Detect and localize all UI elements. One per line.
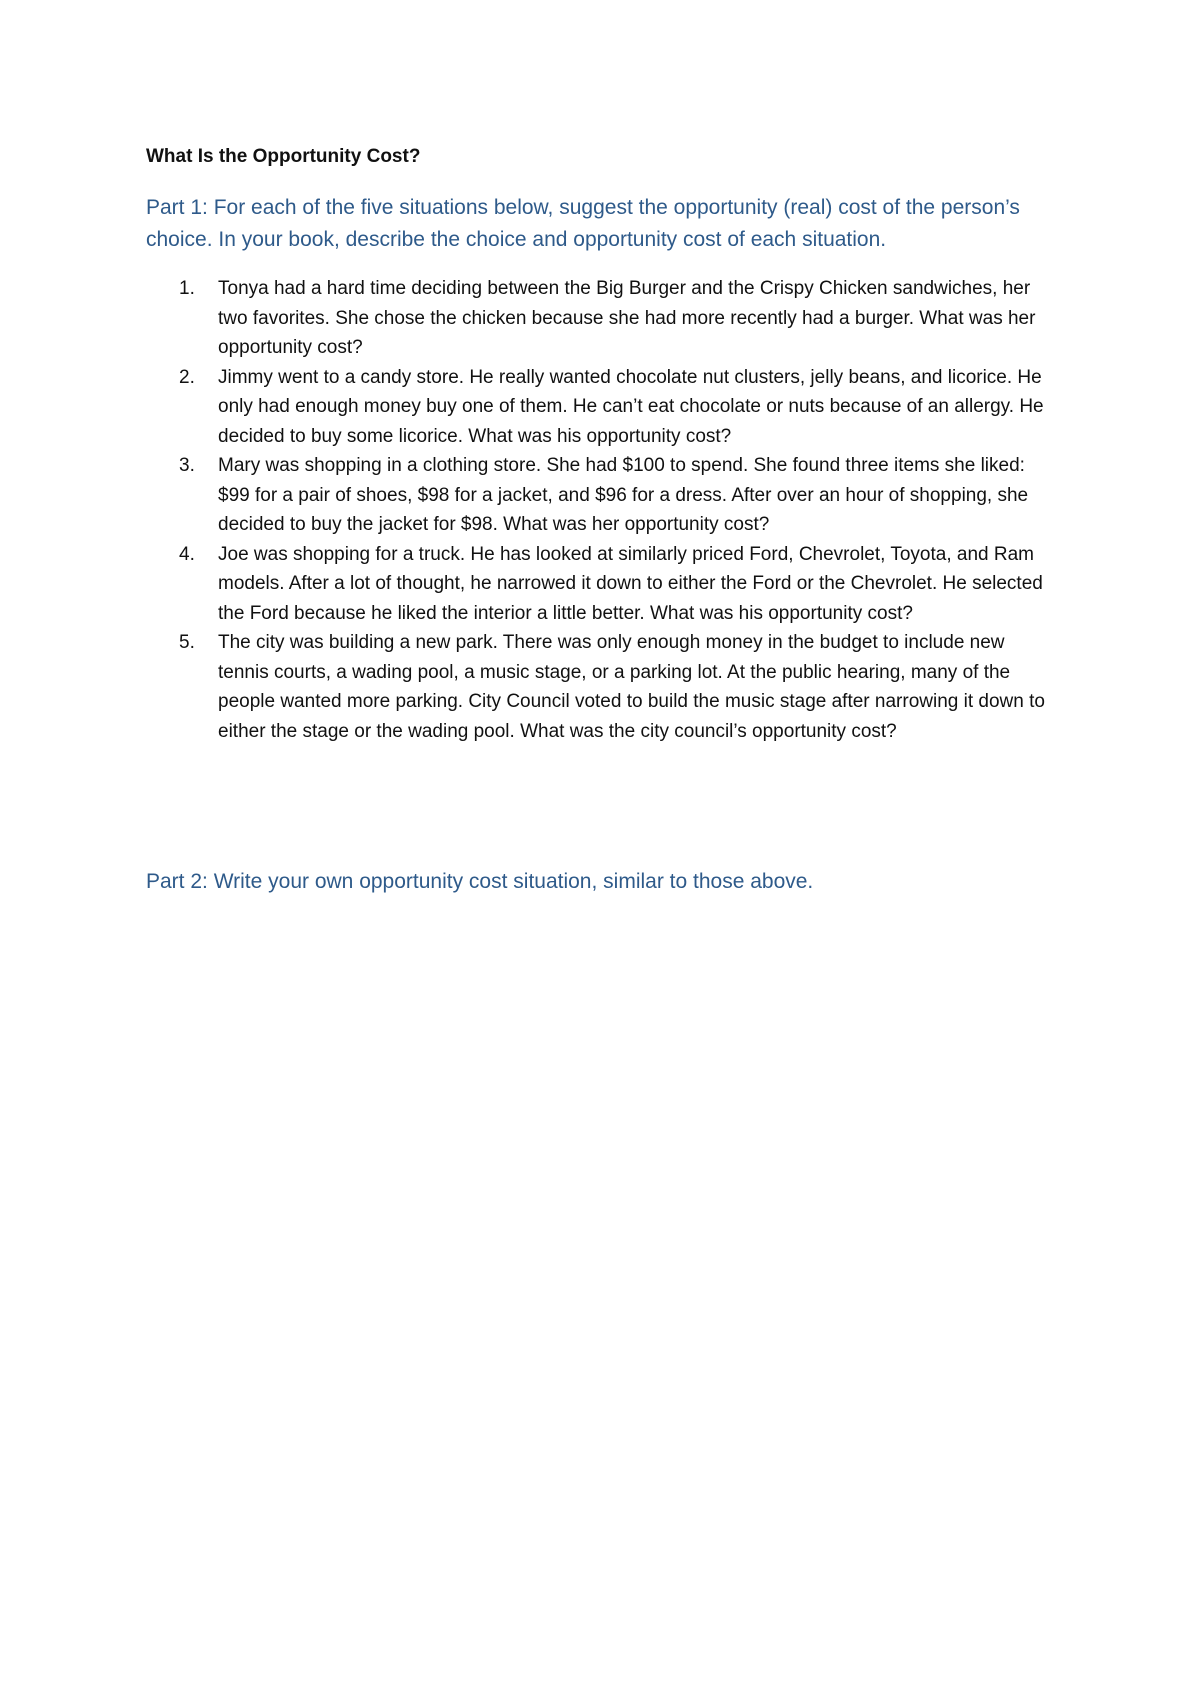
list-item bbox=[179, 628, 1058, 746]
list-item bbox=[179, 363, 1058, 452]
list-item-text: Jimmy went to a candy store. He really wanted chocolate nut clusters, jelly beans, and licorice. He only had enough money buy one of them. He can’t eat chocolate or nuts because of an allergy. He decided to buy some licorice. What was his opportunity cost? bbox=[218, 366, 1044, 447]
list-item bbox=[179, 540, 1058, 629]
list-item-number: 4. bbox=[179, 543, 195, 565]
list-item-text: The city was building a new park. There was only enough money in the budget to include new tennis courts, a wading pool, a music stage, or a parking lot. At the public hearing, many of the people wanted more parking. City Council voted to build the music stage after narrowing it down to either the stage or the wading pool. What was the city council’s opportunity cost? bbox=[218, 632, 1045, 742]
list-item-number: 1. bbox=[179, 278, 195, 299]
page-title: What Is the Opportunity Cost? bbox=[146, 146, 421, 167]
list-item-number: 5. bbox=[179, 632, 195, 653]
list-item-number: 3. bbox=[179, 455, 195, 476]
part1-instructions: Part 1: For each of the five situations below, suggest the opportunity (real) cost of the person’s choice. In your book, describe the choice and opportunity cost of each situation. bbox=[146, 196, 1020, 251]
part2-instructions: Part 2: Write your own opportunity cost situation, similar to those above. bbox=[146, 870, 814, 893]
list-item-text: Joe was shopping for a truck. He has looked at similarly priced Ford, Chevrolet, Toyota, and Ram models. After a lot of thought, he narrowed it down to either the Ford or the Chevrolet. He selected the Ford because he liked the interior a little better. What was his opportunity cost? bbox=[218, 543, 1043, 624]
list-item bbox=[179, 274, 1058, 363]
list-item-text: Tonya had a hard time deciding between the Big Burger and the Crispy Chicken sandwiches, her two favorites. She chose the chicken because she had more recently had a burger. What was her opportunity cost? bbox=[218, 278, 1036, 358]
list-item-text: Mary was shopping in a clothing store. She had $100 to spend. She found three items she liked: $99 for a pair of shoes, $98 for a jacket, and $96 for a dress. After over an hour of shopping, she decided to buy the jacket for $98. What was her opportunity cost? bbox=[218, 455, 1029, 535]
situations-list bbox=[179, 274, 1058, 746]
list-item bbox=[179, 451, 1058, 540]
list-item-number: 2. bbox=[179, 366, 195, 388]
